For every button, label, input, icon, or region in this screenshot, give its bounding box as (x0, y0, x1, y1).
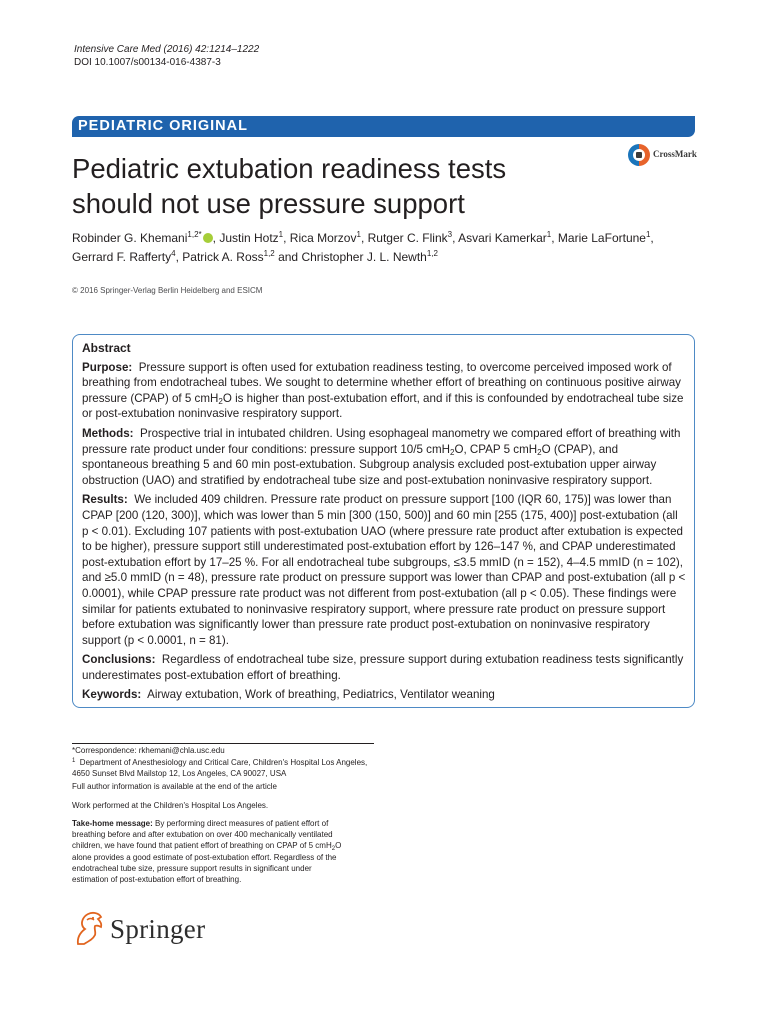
author[interactable] (72, 250, 176, 264)
conclusions-label: Conclusions: (82, 653, 156, 667)
author-affiliation-marker: 1 (356, 230, 361, 239)
subscript: 2 (449, 447, 455, 457)
take-home-message (72, 818, 344, 885)
purpose-label: Purpose: (82, 360, 133, 374)
abstract-purpose (82, 360, 686, 422)
author-name: Rica Morzov (289, 231, 357, 245)
author[interactable] (301, 250, 438, 264)
abstract-heading: Abstract (82, 341, 131, 355)
abstract-keywords (82, 687, 686, 703)
author[interactable] (458, 231, 551, 245)
journal-header (74, 43, 259, 69)
author-affiliation-marker: 4 (171, 249, 176, 258)
results-label: Results: (82, 493, 128, 507)
crossmark-label: CrossMark (653, 149, 697, 159)
subscript: 2 (331, 846, 336, 853)
author[interactable] (72, 231, 213, 245)
title-line-2: should not use pressure support (72, 188, 465, 219)
subscript: 2 (537, 447, 542, 457)
purpose-text-a: Pressure support is often used for extubation readiness testing, to overcome perceived imposed work of breathing from endotracheal tubes. We sought to determine whether effort of breathing on continuous positive airway pressure (CPAP) of 5 cmH (82, 360, 681, 405)
take-home-text-b: O alone provides a good estimate of post-extubation effort. Regardless of the endotracheal tube size, pressure support results in significant under estimation of post-extubation effort of breathing. (72, 841, 342, 885)
author[interactable] (290, 231, 361, 245)
doi: DOI 10.1007/s00134-016-4387-3 (74, 57, 221, 68)
methods-label: Methods: (82, 426, 134, 440)
footnote-full-info: Full author information is available at the end of the article (72, 782, 278, 791)
author[interactable] (219, 231, 283, 245)
springer-horse-icon (72, 910, 106, 946)
orcid-icon[interactable] (203, 233, 213, 243)
methods-text-a: Prospective trial in intubated children. Using esophageal manometry we compared effort of breathing with pressure rate product under four conditions: pressure support 10/5 cmH (82, 426, 681, 456)
abstract-methods (82, 426, 686, 488)
author-affiliation-marker: 1 (278, 230, 284, 239)
abstract-results (82, 492, 686, 648)
footnote-affiliation (72, 757, 382, 779)
author-list: Robinder G. Khemani$^{1,2*}$ , Justin Hotz$^1$, Rica Morzov$^1$, Rutger C. Flink$^3$, Asvari Kamerkar$^1$, Marie LaFortune$^1$, Gerrard F. Rafferty$^4$, Patrick A. Ross$^{1,2}$ and Christopher J. L. Newth$^{1,2}$ (72, 230, 654, 264)
journal-citation: Intensive Care Med (2016) 42:1214–1222 (74, 44, 260, 55)
author[interactable] (558, 231, 651, 245)
results-text: We included 409 children. Pressure rate product on pressure support [100 (IQR 60, 175)] was lower than CPAP [200 (120, 300)], which was lower than 5 min [300 (150, 500)] and 60 min [255 (175, 400)] post-extubation (all p < 0.01). Excluding 107 patients with post-extubation UAO (where pressure rate product after extubation is expected to be higher), pressure support still underestimated post-extubation effort by 126–147 %, and CPAP underestimated post-extubation effort by 17–25 %. For all endotracheal tube subgroups, ≤3.5 mmID (n = 152), 4–4.5 mmID (n = 102), and ≥5.0 mmID (n = 48), pressure rate product on pressure support was lower than CPAP and post-extubation (all p < 0.0001), while CPAP pressure rate product was not different from post-extubation (all p < 0.05). These findings were similar for patients extubated to noninvasive respiratory support, where pressure rate product on pressure support before extubation was significantly lower than pressure rate product post-extubation on noninvasive respiratory support (p < 0.0001, n = 81). (82, 493, 686, 647)
affiliation-marker: 1 (72, 758, 76, 764)
conclusions-text: Regardless of endotracheal tube size, pressure support during extubation readiness tests significantly underestimates post-extubation effort of breathing. (82, 653, 684, 682)
publisher-logo (72, 910, 206, 950)
methods-text-c: O (CPAP), and spontaneous breathing 5 and 60 min post-extubation. Subgroup analysis excluded post-extubation upper airway obstruction (UAO) and stratified by endotracheal tube size and post-extubation noninvasive respiratory support. (82, 442, 657, 487)
author-affiliation-marker: 3 (447, 230, 453, 239)
purpose-text-b: O is higher than post-extubation effort, and if this is confounded by endotracheal tube size or post-extubation noninvasive respiratory support. (82, 391, 684, 421)
author-name: Justin Hotz (219, 231, 279, 245)
author-name: Patrick A. Ross (182, 250, 264, 264)
footnote-correspondence: *Correspondence: rkhemani@chla.usc.edu (72, 746, 225, 755)
author-name: Asvari Kamerkar (458, 231, 547, 245)
keywords-label: Keywords: (82, 688, 142, 702)
footnote-work-performed: Work performed at the Children's Hospital Los Angeles. (72, 801, 269, 810)
author-name: Marie LaFortune (557, 231, 646, 245)
author-name: Gerrard F. Rafferty (72, 250, 172, 264)
author-affiliation-marker: 1 (645, 230, 651, 239)
author-affiliation-marker: 1,2* (187, 230, 202, 239)
take-home-text-a: By performing direct measures of patient effort of breathing before and after extubation on over 400 mechanically ventilated children, we have found that patient effort of breathing on CPAP of 5 cmH (72, 819, 333, 851)
take-home-label: Take-home message: (72, 819, 153, 828)
article-type-banner: PEDIATRIC ORIGINAL (72, 116, 695, 137)
publisher-name: Springer (110, 914, 206, 944)
affiliation-text: Department of Anesthesiology and Critical Care, Children's Hospital Los Angeles, 4650 Sunset Blvd Mailstop 12, Los Angeles, CA 90027, USA (72, 758, 368, 778)
article-title (72, 151, 612, 221)
subscript: 2 (218, 396, 223, 406)
author-affiliation-marker: 1,2 (263, 249, 275, 258)
author[interactable] (182, 250, 274, 264)
keywords-text: Airway extubation, Work of breathing, Pediatrics, Ventilator weaning (147, 688, 495, 702)
author-name: Rutger C. Flink (367, 231, 448, 245)
crossmark-badge[interactable] (628, 142, 698, 168)
author-name: Christopher J. L. Newth (301, 250, 427, 264)
author[interactable] (368, 231, 452, 245)
author-affiliation-marker: 1,2 (426, 249, 438, 258)
abstract-conclusions (82, 652, 686, 683)
author-affiliation-marker: 1 (546, 230, 552, 239)
title-line-1: Pediatric extubation readiness tests (72, 153, 507, 184)
footnote-divider (72, 743, 374, 744)
copyright: © 2016 Springer-Verlag Berlin Heidelberg and ESICM (72, 286, 263, 295)
abstract-box (72, 334, 695, 708)
author-name: Robinder G. Khemani (72, 231, 188, 245)
methods-text-b: O, CPAP 5 cmH (454, 442, 538, 456)
